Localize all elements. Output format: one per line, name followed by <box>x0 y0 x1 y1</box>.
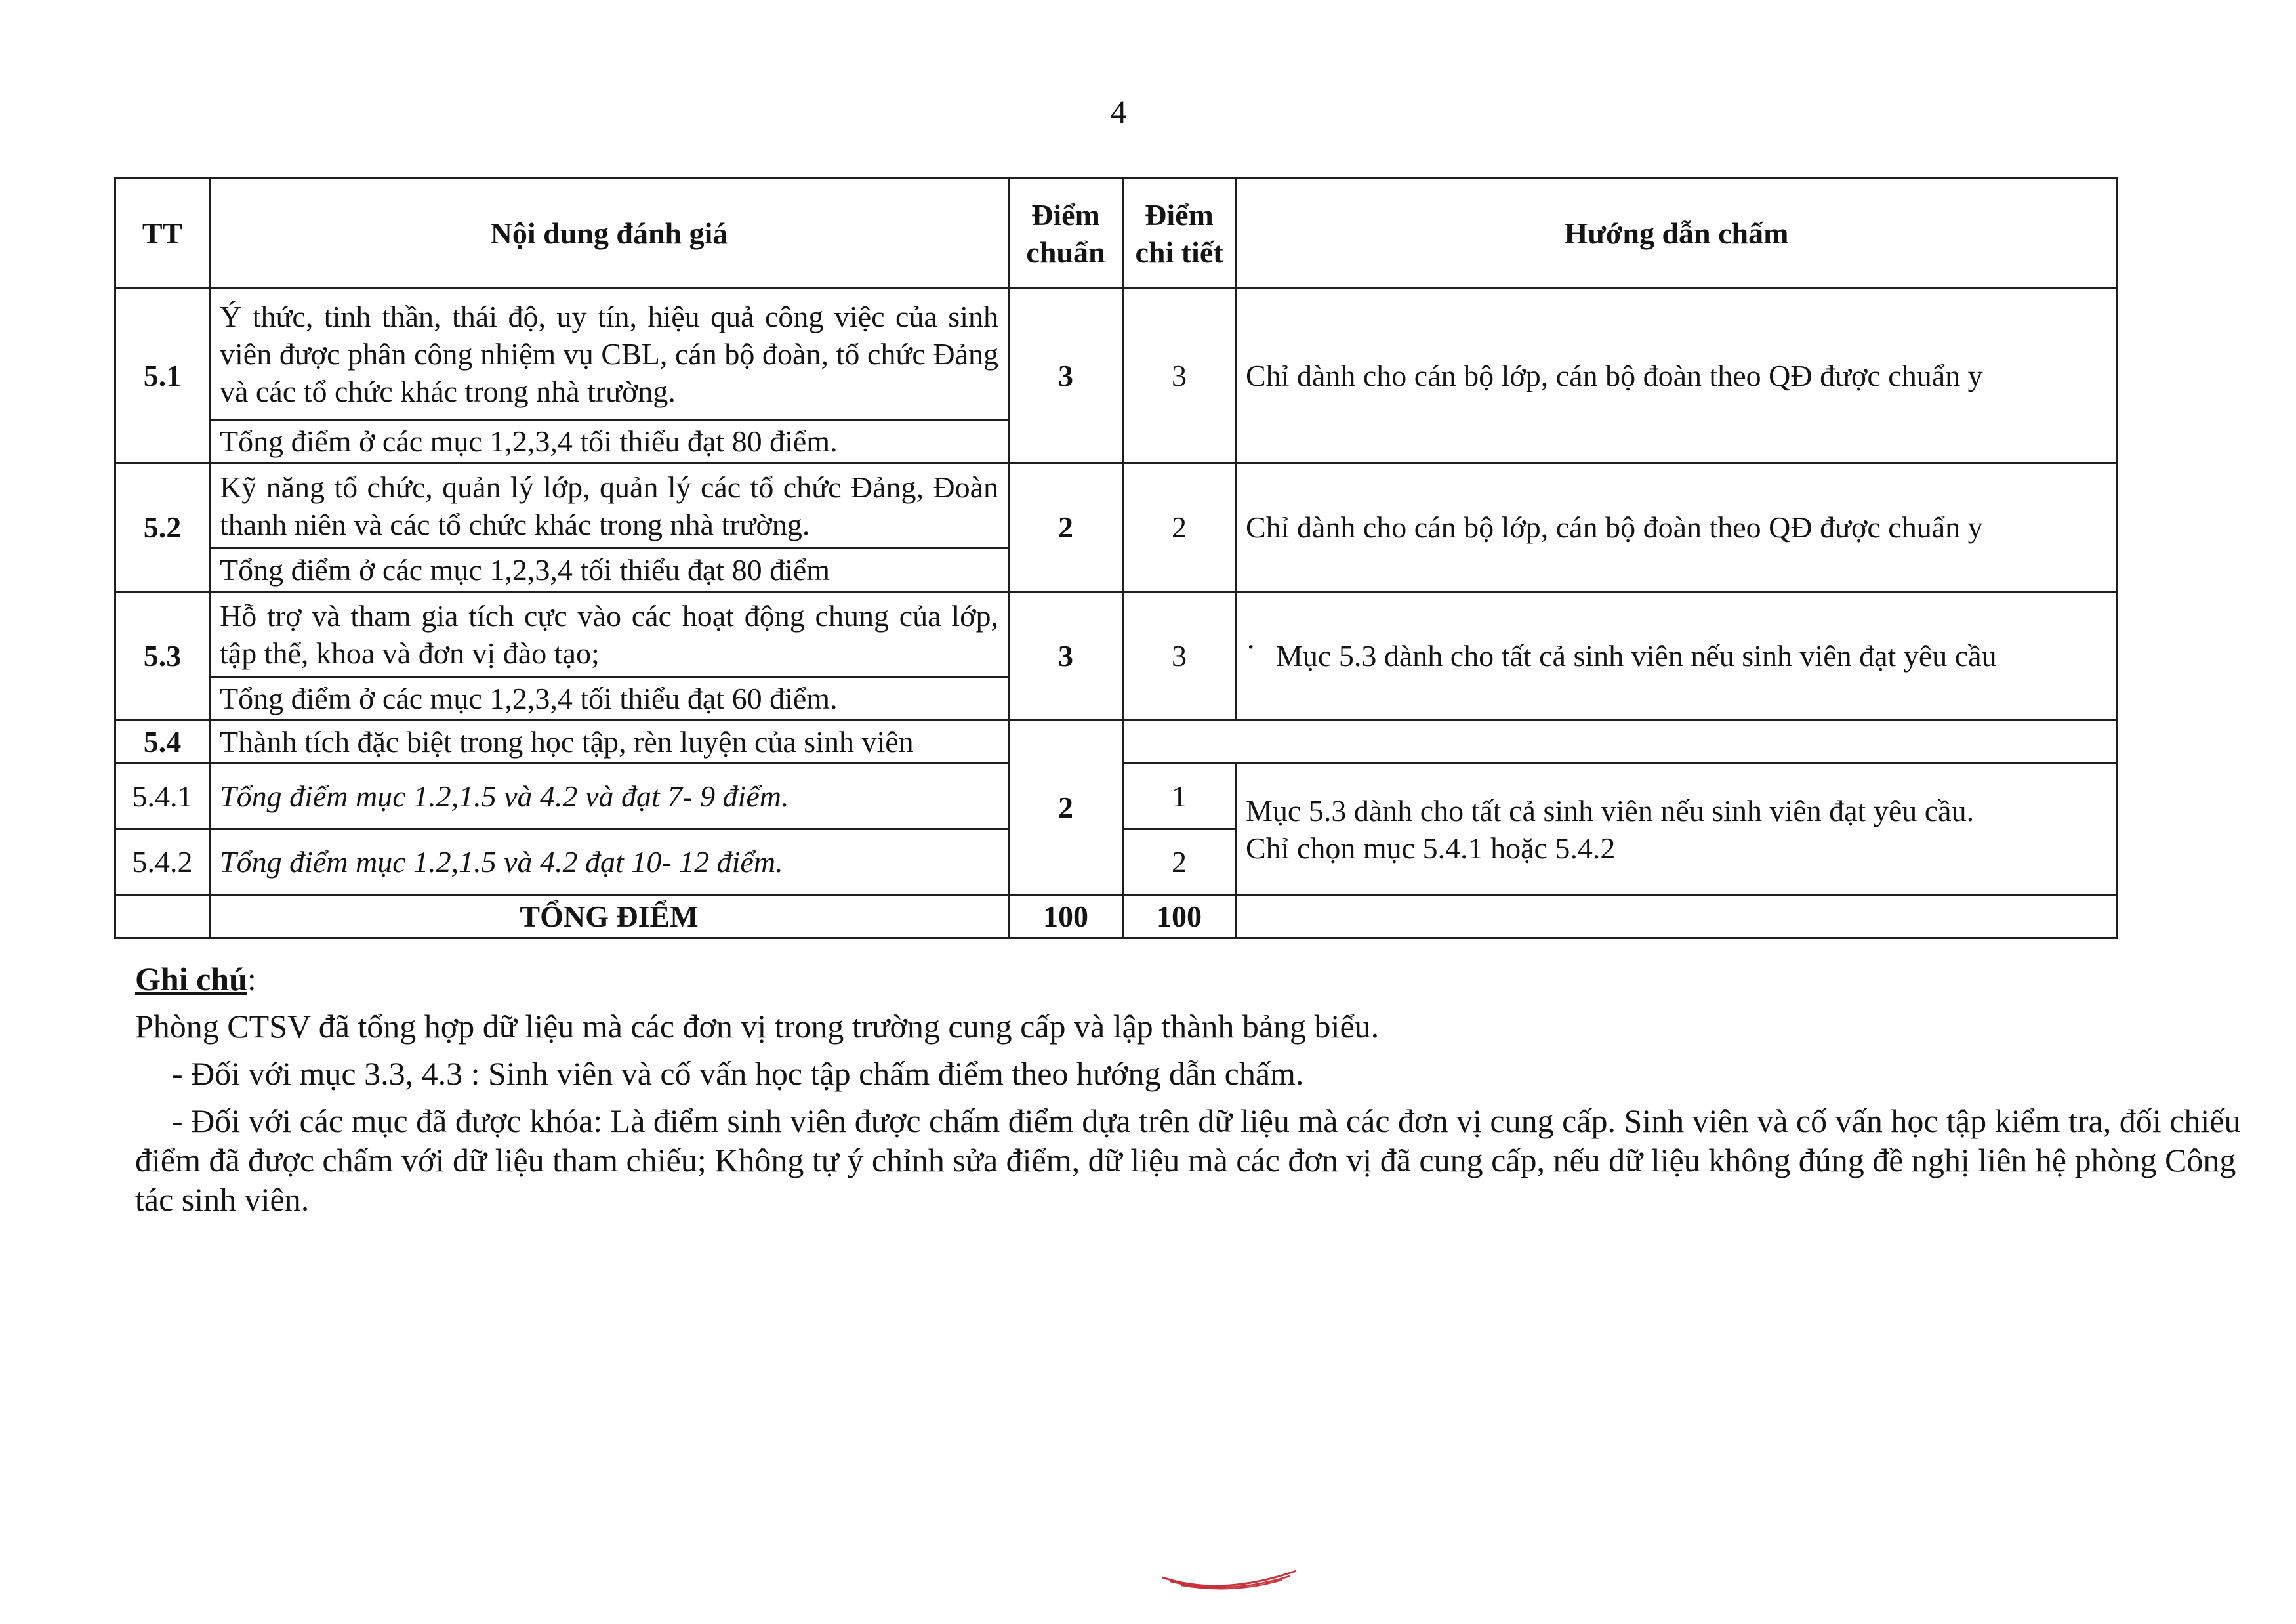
page-number: 4 <box>1110 93 1127 130</box>
row-std-score: 3 <box>1009 289 1123 463</box>
header-guide: Hướng dẫn chấm <box>1236 178 2118 289</box>
evaluation-table <box>114 177 2118 939</box>
row-content: Tổng điểm mục 1.2,1.5 và 4.2 đạt 10- 12 điểm. <box>210 829 1009 895</box>
row-condition: Tổng điểm ở các mục 1,2,3,4 tối thiểu đạt 60 điểm. <box>210 677 1009 720</box>
notes-line: - Đối với các mục đã được khóa: Là điểm sinh viên được chấm điểm dựa trên dữ liệu mà các đơn vị cung cấp. Sinh viên và cố vấn học tập kiểm tra, đối chiếu điểm đã được chấm với dữ liệu tham chiếu; Không tự ý chỉnh sửa điểm, dữ liệu mà các đơn vị đã cung cấp, nếu dữ liệu không đúng đề nghị liên hệ phòng Công tác sinh viên. <box>135 1102 2241 1218</box>
row-tt: 5.3 <box>115 592 210 720</box>
row-tt: 5.4 <box>115 720 210 764</box>
table-total-row <box>115 895 2118 938</box>
notes-title-text: Ghi chú <box>135 961 247 997</box>
row-condition: Tổng điểm ở các mục 1,2,3,4 tối thiểu đạt 80 điểm. <box>210 420 1009 463</box>
row-tt: 5.2 <box>115 463 210 592</box>
row-guide-text: Mục 5.3 dành cho tất cả sinh viên nếu sinh viên đạt yêu cầu <box>1276 639 1997 673</box>
row-content: Thành tích đặc biệt trong học tập, rèn luyện của sinh viên <box>210 720 1009 764</box>
row-std-score: 2 <box>1009 463 1123 592</box>
row-content: Hỗ trợ và tham gia tích cực vào các hoạt động chung của lớp, tập thể, khoa và đơn vị đào tạo; <box>210 592 1009 677</box>
row-tt: 5.4.1 <box>115 764 210 829</box>
notes-title-colon: : <box>247 961 256 997</box>
table-row <box>115 289 2118 420</box>
notes-title <box>135 959 2280 999</box>
total-empty-cell <box>115 895 210 938</box>
row-empty-cell <box>1123 720 2118 764</box>
row-condition: Tổng điểm ở các mục 1,2,3,4 tối thiểu đạt 80 điểm <box>210 549 1009 592</box>
table-row <box>115 592 2118 677</box>
header-std-score: Điểm chuẩn <box>1009 178 1123 289</box>
row-guide-line: Mục 5.3 dành cho tất cả sinh viên nếu sinh viên đạt yêu cầu. <box>1246 793 1975 827</box>
total-std-score: 100 <box>1009 895 1123 938</box>
total-label: TỔNG ĐIỂM <box>210 895 1009 938</box>
row-content: Ý thức, tinh thần, thái độ, uy tín, hiệu quả công việc của sinh viên được phân công nhiệm vụ CBL, cán bộ đoàn, tổ chức Đảng và các tổ chức khác trong nhà trường. <box>210 289 1009 420</box>
notes-section <box>135 959 2280 1227</box>
row-detail-score: 2 <box>1123 463 1236 592</box>
table-header-row <box>115 178 2118 289</box>
header-detail-score: Điểm chi tiết <box>1123 178 1236 289</box>
row-detail-score: 3 <box>1123 289 1236 463</box>
row-guide <box>1236 764 2118 895</box>
row-std-score: 3 <box>1009 592 1123 720</box>
total-detail-score: 100 <box>1123 895 1236 938</box>
total-guide-cell <box>1236 895 2118 938</box>
red-seal-mark <box>1161 1568 1299 1594</box>
row-guide: Chỉ dành cho cán bộ lớp, cán bộ đoàn theo QĐ được chuẩn y <box>1236 463 2118 592</box>
header-content: Nội dung đánh giá <box>210 178 1009 289</box>
row-guide <box>1236 592 2118 720</box>
row-guide: Chỉ dành cho cán bộ lớp, cán bộ đoàn theo QĐ được chuẩn y <box>1236 289 2118 463</box>
row-guide-line: Chỉ chọn mục 5.4.1 hoặc 5.4.2 <box>1246 831 1616 865</box>
row-std-score: 2 <box>1009 720 1123 895</box>
row-tt: 5.4.2 <box>115 829 210 895</box>
stray-mark: · <box>1246 630 1256 663</box>
row-detail-score: 3 <box>1123 592 1236 720</box>
table-row <box>115 463 2118 549</box>
header-tt: TT <box>115 178 210 289</box>
row-content: Tổng điểm mục 1.2,1.5 và 4.2 và đạt 7- 9 điểm. <box>210 764 1009 829</box>
row-tt: 5.1 <box>115 289 210 463</box>
table-row <box>115 720 2118 764</box>
row-detail-score: 1 <box>1123 764 1236 829</box>
notes-line: - Đối với mục 3.3, 4.3 : Sinh viên và cố vấn học tập chấm điểm theo hướng dẫn chấm. <box>172 1055 1304 1092</box>
row-content: Kỹ năng tổ chức, quản lý lớp, quản lý các tổ chức Đảng, Đoàn thanh niên và các tổ chức khác trong nhà trường. <box>210 463 1009 549</box>
row-detail-score: 2 <box>1123 829 1236 895</box>
notes-line: Phòng CTSV đã tổng hợp dữ liệu mà các đơn vị trong trường cung cấp và lập thành bảng biểu. <box>135 1008 1380 1045</box>
